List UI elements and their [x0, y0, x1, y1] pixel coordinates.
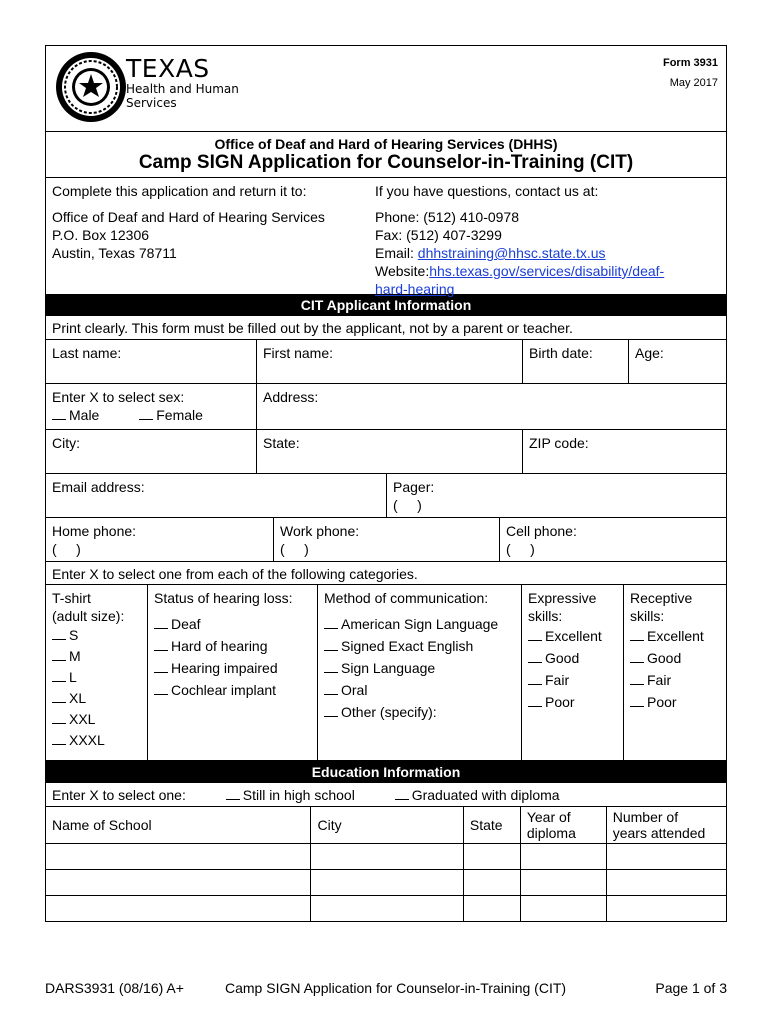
- sex-label: Enter X to select sex:: [52, 389, 185, 405]
- communication-option-label: American Sign Language: [341, 616, 499, 632]
- email-link[interactable]: dhhstraining@hhsc.state.tx.us: [417, 245, 606, 261]
- graduated-label: Graduated with diploma: [411, 787, 560, 803]
- receptive-option[interactable]: [630, 691, 722, 713]
- communication-option-label: Oral: [341, 682, 368, 698]
- tshirt-option-label: M: [69, 648, 81, 664]
- hearing-checkbox[interactable]: [154, 660, 168, 673]
- state-input[interactable]: [463, 843, 520, 869]
- col-years-line1: Number of: [612, 808, 679, 825]
- phone: Phone: (512) 410-0978: [375, 209, 519, 225]
- form-number-block: [663, 53, 718, 93]
- year-input[interactable]: [520, 869, 606, 895]
- communication-option[interactable]: [324, 635, 515, 657]
- application-form: [45, 45, 727, 922]
- footer-page-number: Page 1 of 3: [655, 980, 727, 996]
- state-label: State:: [263, 435, 300, 451]
- tshirt-option[interactable]: [52, 646, 141, 667]
- form-date: May 2017: [669, 77, 718, 89]
- receptive-label: Receptive: [630, 590, 693, 606]
- years-input[interactable]: [606, 843, 726, 869]
- website-line: [375, 262, 725, 280]
- return-to-label: Complete this application and return it to:: [52, 183, 307, 199]
- years-input[interactable]: [606, 869, 726, 895]
- hearing-checkbox[interactable]: [154, 638, 168, 651]
- expressive-option[interactable]: [528, 669, 617, 691]
- website-label: Website:: [375, 263, 430, 279]
- tshirt-option[interactable]: [52, 730, 141, 751]
- home-phone-field[interactable]: [46, 518, 273, 561]
- city-field[interactable]: [46, 430, 256, 473]
- email-row: [46, 474, 726, 518]
- categories-instruction: Enter X to select one from each of the following categories.: [46, 562, 726, 585]
- communication-option[interactable]: [324, 701, 515, 723]
- return-address: [52, 182, 372, 262]
- last-name-field[interactable]: [46, 340, 256, 383]
- sex-field: [46, 384, 256, 429]
- expressive-skills-group: [521, 585, 623, 760]
- expressive-option-label: Excellent: [545, 628, 602, 644]
- receptive-skills-group: [623, 585, 728, 760]
- city-row: [46, 430, 726, 474]
- home-phone-label: Home phone:: [52, 523, 137, 539]
- birth-date-label: Birth date:: [529, 345, 593, 361]
- fax: Fax: (512) 407-3299: [375, 227, 502, 243]
- categories-row: [46, 585, 726, 761]
- agency-line-3: Services: [126, 96, 177, 110]
- receptive-option-label: Excellent: [647, 628, 704, 644]
- female-label: Female: [156, 407, 203, 423]
- receptive-option-label: Good: [647, 650, 682, 666]
- table-row: [46, 869, 726, 895]
- hearing-option[interactable]: [154, 613, 311, 635]
- receptive-option[interactable]: [630, 625, 722, 647]
- receptive-option-label: Fair: [647, 672, 672, 688]
- receptive-option-label: Poor: [647, 694, 677, 710]
- hearing-option-label: Hard of hearing: [171, 638, 268, 654]
- female-checkbox[interactable]: [139, 407, 153, 420]
- age-label: Age:: [635, 345, 664, 361]
- hearing-option[interactable]: [154, 635, 311, 657]
- form-number: Form 3931: [662, 57, 718, 69]
- questions-label: If you have questions, contact us at:: [375, 183, 599, 199]
- contact-info: [375, 182, 725, 298]
- hearing-option-label: Cochlear implant: [171, 682, 277, 698]
- page-footer: [45, 980, 727, 1000]
- expressive-option-label: Poor: [545, 694, 575, 710]
- hearing-option[interactable]: [154, 679, 311, 701]
- zip-label: ZIP code:: [529, 435, 589, 451]
- form-header: [46, 46, 726, 132]
- email-label: Email:: [375, 245, 418, 261]
- expressive-checkbox[interactable]: [528, 628, 542, 641]
- office-name: Office of Deaf and Hard of Hearing Services (DHHS): [214, 136, 558, 152]
- male-checkbox[interactable]: [52, 407, 66, 420]
- expressive-label-2: skills:: [528, 608, 563, 624]
- address-line: Office of Deaf and Hard of Hearing Services: [52, 209, 325, 225]
- table-row: [46, 843, 726, 869]
- home-phone-area: ( ): [52, 541, 81, 557]
- expressive-option-label: Fair: [545, 672, 570, 688]
- tshirt-option[interactable]: [52, 667, 141, 688]
- still-in-school-label: Still in high school: [242, 787, 355, 803]
- education-table: [46, 807, 726, 922]
- tshirt-option[interactable]: [52, 625, 141, 646]
- footer-form-code: DARS3931 (08/16) A+: [45, 980, 184, 996]
- hearing-option[interactable]: [154, 657, 311, 679]
- first-name-label: First name:: [263, 345, 334, 361]
- col-year-line2: diploma: [526, 824, 576, 841]
- graduated-checkbox[interactable]: [395, 787, 409, 800]
- col-years-attended: [606, 807, 726, 843]
- hearing-option-label: Hearing impaired: [171, 660, 278, 676]
- agency-line-1: TEXAS: [126, 54, 210, 83]
- work-phone-field[interactable]: [273, 518, 499, 561]
- communication-option[interactable]: [324, 613, 515, 635]
- expressive-option[interactable]: [528, 647, 617, 669]
- expressive-checkbox[interactable]: [528, 694, 542, 707]
- receptive-checkbox[interactable]: [630, 650, 644, 663]
- email-address-label: Email address:: [52, 479, 145, 495]
- pager-label: Pager:: [393, 479, 435, 495]
- tshirt-option-label: XXXL: [69, 732, 105, 748]
- form-titles: [46, 132, 726, 178]
- first-name-field[interactable]: [256, 340, 522, 383]
- communication-checkbox[interactable]: [324, 616, 338, 629]
- year-input[interactable]: [520, 895, 606, 921]
- education-table-header: [46, 807, 726, 843]
- education-select-label: Enter X to select one:: [52, 787, 186, 803]
- expressive-option-label: Good: [545, 650, 580, 666]
- tshirt-option-label: L: [69, 669, 77, 685]
- zip-field[interactable]: [522, 430, 728, 473]
- communication-option-label: Other (specify):: [341, 704, 437, 720]
- tshirt-checkbox[interactable]: [52, 627, 66, 640]
- work-phone-label: Work phone:: [280, 523, 360, 539]
- state-input[interactable]: [463, 869, 520, 895]
- expressive-checkbox[interactable]: [528, 672, 542, 685]
- pager-field[interactable]: [386, 474, 728, 517]
- address-label: Address:: [263, 389, 319, 405]
- tshirt-checkbox[interactable]: [52, 690, 66, 703]
- receptive-checkbox[interactable]: [630, 672, 644, 685]
- tshirt-checkbox[interactable]: [52, 732, 66, 745]
- receptive-label-2: skills:: [630, 608, 665, 624]
- sex-address-row: [46, 384, 726, 430]
- last-name-label: Last name:: [52, 345, 122, 361]
- school-name-input[interactable]: [46, 843, 311, 869]
- col-city: City: [311, 807, 463, 843]
- address-line: P.O. Box 12306: [52, 227, 150, 243]
- texas-seal-icon: [54, 50, 128, 124]
- website-link[interactable]: hhs.texas.gov/services/disability/deaf-: [429, 263, 665, 279]
- hearing-checkbox[interactable]: [154, 616, 168, 629]
- tshirt-checkbox[interactable]: [52, 648, 66, 661]
- expressive-option[interactable]: [528, 625, 617, 647]
- age-field[interactable]: [628, 340, 728, 383]
- receptive-checkbox[interactable]: [630, 694, 644, 707]
- communication-option-label: Signed Exact English: [341, 638, 474, 654]
- cell-phone-label: Cell phone:: [506, 523, 577, 539]
- cell-phone-field[interactable]: [499, 518, 728, 561]
- website-link-cont[interactable]: hard-hearing: [375, 281, 455, 297]
- tshirt-option-label: XL: [69, 690, 87, 706]
- name-row: [46, 340, 726, 384]
- birth-date-field[interactable]: [522, 340, 628, 383]
- expressive-checkbox[interactable]: [528, 650, 542, 663]
- page-title: Camp SIGN Application for Counselor-in-Training (CIT): [138, 152, 634, 173]
- state-input[interactable]: [463, 895, 520, 921]
- receptive-checkbox[interactable]: [630, 628, 644, 641]
- hearing-label: Status of hearing loss:: [154, 590, 293, 606]
- email-line: [375, 244, 725, 262]
- pager-area-code: ( ): [393, 497, 422, 513]
- communication-checkbox[interactable]: [324, 682, 338, 695]
- receptive-option[interactable]: [630, 669, 722, 691]
- school-name-input[interactable]: [46, 869, 311, 895]
- col-state: State: [463, 807, 520, 843]
- city-input[interactable]: [311, 869, 463, 895]
- instruction: Print clearly. This form must be filled out by the applicant, not by a parent or teacher.: [46, 316, 726, 340]
- years-input[interactable]: [606, 895, 726, 921]
- hearing-option-label: Deaf: [171, 616, 201, 632]
- col-school-name: Name of School: [46, 807, 311, 843]
- state-field[interactable]: [256, 430, 522, 473]
- school-name-input[interactable]: [46, 895, 311, 921]
- tshirt-option-label: S: [69, 627, 79, 643]
- table-row: [46, 895, 726, 921]
- agency-name: [126, 56, 239, 110]
- hearing-checkbox[interactable]: [154, 682, 168, 695]
- communication-option-label: Sign Language: [341, 660, 436, 676]
- communication-option[interactable]: [324, 679, 515, 701]
- email-field[interactable]: [46, 474, 386, 517]
- tshirt-checkbox[interactable]: [52, 711, 66, 724]
- contact-block: [46, 178, 726, 297]
- communication-checkbox[interactable]: [324, 660, 338, 673]
- col-year-line1: Year of: [526, 808, 571, 825]
- applicant-section-header: CIT Applicant Information: [46, 294, 726, 316]
- tshirt-checkbox[interactable]: [52, 669, 66, 682]
- receptive-option[interactable]: [630, 647, 722, 669]
- agency-line-2: Health and Human: [126, 82, 239, 96]
- communication-checkbox[interactable]: [324, 704, 338, 717]
- tshirt-label: T-shirt: [52, 590, 91, 606]
- cell-phone-area: ( ): [506, 541, 535, 557]
- communication-label: Method of communication:: [324, 590, 489, 606]
- expressive-label: Expressive: [528, 590, 597, 606]
- communication-checkbox[interactable]: [324, 638, 338, 651]
- tshirt-label-2: (adult size):: [52, 608, 125, 624]
- male-label: Male: [69, 407, 100, 423]
- footer-title: Camp SIGN Application for Counselor-in-Training (CIT): [225, 980, 567, 996]
- still-in-school-checkbox[interactable]: [226, 787, 240, 800]
- tshirt-option-label: XXL: [69, 711, 96, 727]
- hearing-status-group: [147, 585, 317, 760]
- col-years-line2: years attended: [612, 824, 706, 841]
- tshirt-size-group: [46, 585, 147, 760]
- address-line: Austin, Texas 78711: [52, 245, 177, 261]
- tshirt-option[interactable]: [52, 709, 141, 730]
- communication-option[interactable]: [324, 657, 515, 679]
- year-input[interactable]: [520, 843, 606, 869]
- city-input[interactable]: [311, 895, 463, 921]
- work-phone-area: ( ): [280, 541, 309, 557]
- expressive-option[interactable]: [528, 691, 617, 713]
- city-label: City:: [52, 435, 80, 451]
- communication-method-group: [317, 585, 521, 760]
- address-field[interactable]: [256, 384, 728, 429]
- education-select-row: [46, 783, 726, 807]
- col-year-diploma: [520, 807, 606, 843]
- education-section-header: Education Information: [46, 761, 726, 783]
- phone-row: [46, 518, 726, 562]
- city-input[interactable]: [311, 843, 463, 869]
- tshirt-option[interactable]: [52, 688, 141, 709]
